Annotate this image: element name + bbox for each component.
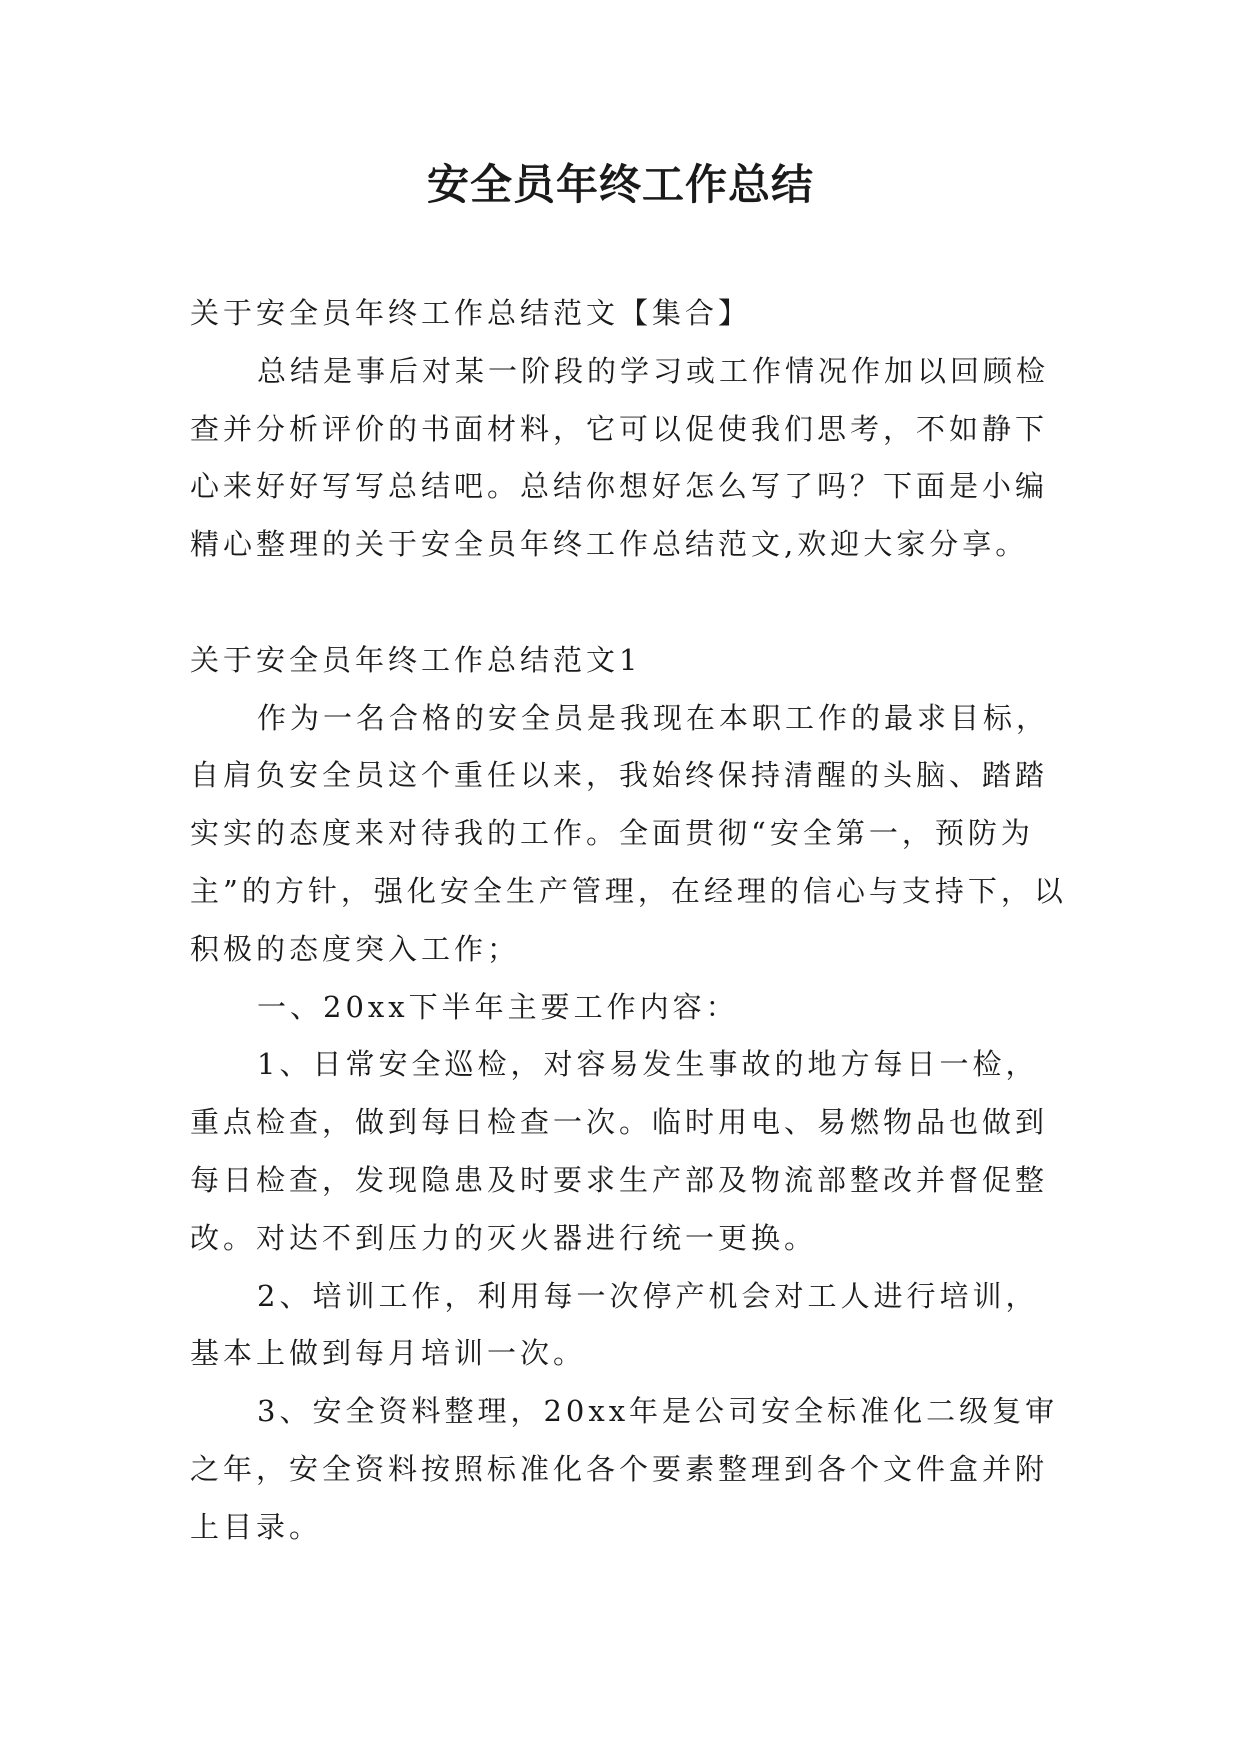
list-item-3: 3、安全资料整理，20xx年是公司安全标准化二级复审之年，安全资料按照标准化各个要素整理到各个文件盒并附上目录。 bbox=[190, 1394, 1059, 1544]
intro-heading: 关于安全员年终工作总结范文【集合】 bbox=[190, 296, 752, 330]
section1-paragraph: 作为一名合格的安全员是我现在本职工作的最求目标，自肩负安全员这个重任以来，我始终保持清醒的头脑、踏踏实实的态度来对待我的工作。全面贯彻“安全第一，预防为主”的方针，强化安全生产管理，在经理的信心与支持下，以积极的态度突入工作； bbox=[190, 700, 1067, 966]
section1-subheading: 一、20xx下半年主要工作内容： bbox=[257, 989, 739, 1024]
list-item-1: 1、日常安全巡检，对容易发生事故的地方每日一检，重点检查，做到每日检查一次。临时用电、易燃物品也做到每日检查，发现隐患及时要求生产部及物流部整改并督促整改。对达不到压力的灭火器进行统一更换。 bbox=[190, 1047, 1049, 1255]
paragraph-spacer bbox=[190, 574, 1070, 632]
section1-heading: 关于安全员年终工作总结范文1 bbox=[190, 642, 642, 677]
document-title: 安全员年终工作总结 bbox=[426, 160, 814, 209]
list-item-2: 2、培训工作，利用每一次停产机会对工人进行培训，基本上做到每月培训一次。 bbox=[190, 1278, 1039, 1371]
document-body bbox=[190, 285, 1070, 1557]
intro-paragraph: 总结是事后对某一阶段的学习或工作情况作加以回顾检查并分析评价的书面材料，它可以促使我们思考，不如静下心来好好写写总结吧。总结你想好怎么写了吗？下面是小编精心整理的关于安全员年终工作总结范文,欢迎大家分享。 bbox=[190, 353, 1050, 562]
